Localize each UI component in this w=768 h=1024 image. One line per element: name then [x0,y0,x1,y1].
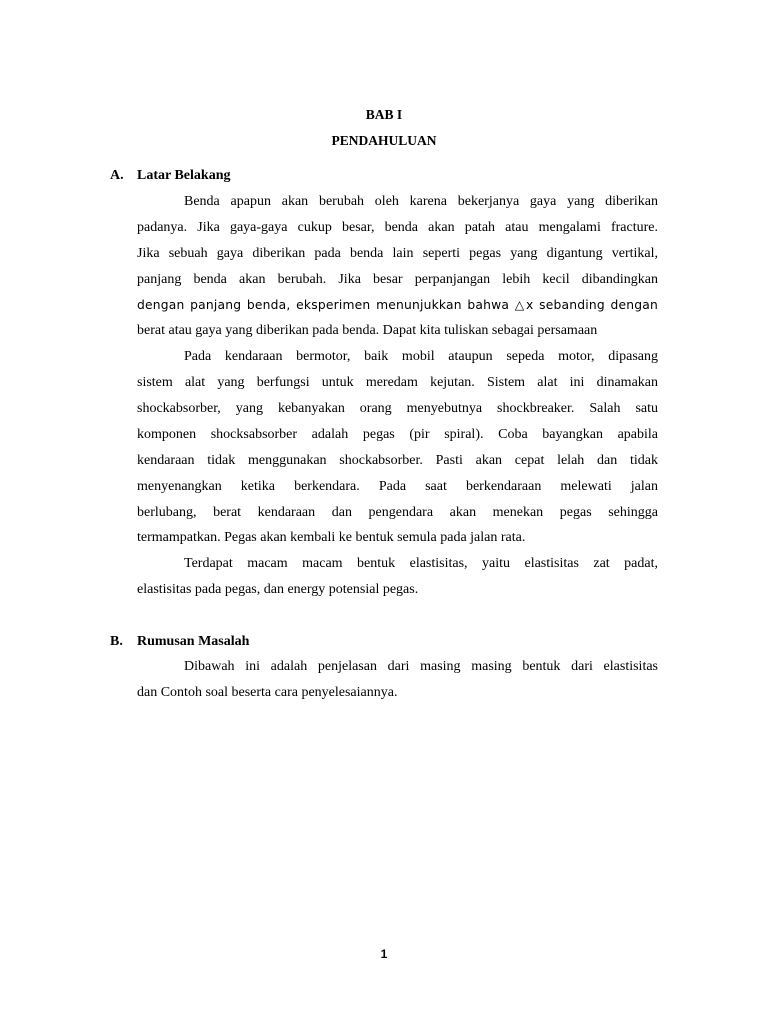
paragraph-line: Terdapat macam macam bentuk elastisitas, yaitu elastisitas zat padat, [184,556,658,571]
section-b-marker: B. [110,634,123,649]
paragraph-line: elastisitas pada pegas, dan energy potensial pegas. [137,582,419,597]
paragraph-line: Pada kendaraan bermotor, baik mobil ataupun sepeda motor, dipasang [184,349,658,364]
chapter-title: PENDAHULUAN [331,133,437,148]
paragraph-line: termampatkan. Pegas akan kembali ke bentuk semula pada jalan rata. [137,530,526,545]
paragraph-line: kendaraan tidak menggunakan shockabsorber. Pasti akan cepat lelah dan tidak [137,453,658,468]
section-a-heading: Latar Belakang [137,168,231,183]
section-a-marker: A. [110,168,124,183]
paragraph-line: padanya. Jika gaya-gaya cukup besar, benda akan patah atau mengalami fracture. [137,220,658,235]
section-b-heading: Rumusan Masalah [137,634,250,649]
paragraph-line: berlubang, berat kendaraan dan pengendara akan menekan pegas sehingga [137,505,658,520]
paragraph-line: Dibawah ini adalah penjelasan dari masing masing bentuk dari elastisitas [184,659,658,674]
paragraph-line: Benda apapun akan berubah oleh karena bekerjanya gaya yang diberikan [184,194,658,209]
paragraph-line: panjang benda akan berubah. Jika besar perpanjangan lebih kecil dibandingkan [137,272,658,287]
chapter-label: BAB I [365,107,403,122]
page-number: 1 [380,947,388,961]
paragraph-line: sistem alat yang berfungsi untuk meredam kejutan. Sistem alat ini dinamakan [137,375,658,390]
paragraph-line: berat atau gaya yang diberikan pada benda. Dapat kita tuliskan sebagai persamaan [137,323,598,338]
paragraph-line: komponen shocksabsorber adalah pegas (pir spiral). Coba bayangkan apabila [137,427,658,442]
paragraph-line: dengan panjang benda, eksperimen menunjukkan bahwa △x sebanding dengan [137,298,658,312]
paragraph-line: shockabsorber, yang kebanyakan orang menyebutnya shockbreaker. Salah satu [137,401,658,416]
paragraph-line: menyenangkan ketika berkendara. Pada saat berkendaraan melewati jalan [137,479,658,494]
paragraph-line: Jika sebuah gaya diberikan pada benda lain seperti pegas yang digantung vertikal, [137,246,658,261]
paragraph-line: dan Contoh soal beserta cara penyelesaiannya. [137,685,398,700]
